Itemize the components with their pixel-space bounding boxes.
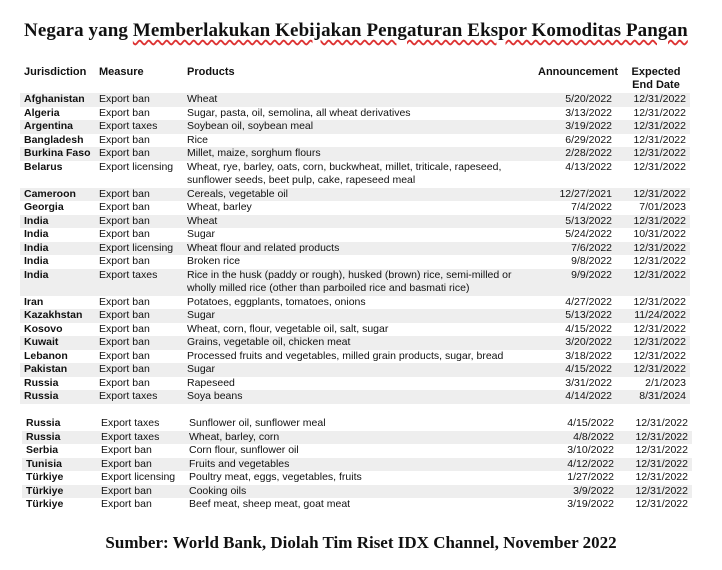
cell-announcement: 4/8/2022	[573, 430, 614, 443]
cell-announcement: 4/15/2022	[565, 363, 612, 375]
cell-announcement: 5/24/2022	[565, 228, 612, 240]
cell-products: Wheat, corn, flour, vegetable oil, salt, sugar	[187, 322, 389, 335]
cell-jurisdiction: Russia	[26, 430, 61, 443]
cell-measure: Export ban	[99, 309, 150, 321]
table-row	[20, 120, 690, 134]
cell-end-date: 11/24/2022	[634, 309, 686, 321]
table-row	[20, 377, 690, 391]
table-row	[20, 161, 690, 188]
table-row	[20, 390, 690, 404]
cell-jurisdiction: Türkiye	[26, 484, 64, 497]
cell-end-date: 12/31/2022	[633, 147, 686, 159]
cell-announcement: 3/10/2022	[567, 444, 614, 456]
cell-products: Sugar	[187, 228, 216, 240]
table-row	[20, 269, 690, 296]
cell-measure: Export ban	[99, 133, 150, 146]
table-row	[20, 363, 690, 377]
cell-jurisdiction: Kosovo	[24, 322, 63, 335]
header-products: Products	[187, 66, 235, 78]
table-row	[20, 188, 690, 202]
cell-end-date: 12/31/2022	[633, 93, 686, 105]
cell-jurisdiction: India	[24, 241, 49, 254]
table-row	[20, 242, 690, 256]
cell-jurisdiction: Kuwait	[24, 336, 59, 348]
cell-announcement: 7/4/2022	[571, 201, 612, 213]
cell-announcement: 4/15/2022	[567, 417, 614, 429]
cell-measure: Export ban	[99, 187, 150, 200]
cell-measure: Export taxes	[99, 390, 158, 402]
cell-products: Corn flour, sunflower oil	[189, 444, 299, 456]
cell-products: Millet, maize, sorghum flours	[187, 147, 321, 159]
table-row	[22, 431, 692, 445]
table-row	[22, 417, 692, 431]
cell-jurisdiction: Cameroon	[24, 187, 76, 200]
cell-measure: Export ban	[101, 484, 152, 497]
cell-announcement: 3/9/2022	[573, 484, 614, 497]
cell-products: Poultry meat, eggs, vegetables, fruits	[189, 471, 362, 483]
cell-measure: Export ban	[99, 214, 150, 227]
table-row	[22, 471, 692, 485]
cell-products: Wheat	[187, 93, 218, 105]
cell-measure: Export ban	[101, 444, 152, 456]
cell-announcement: 4/15/2022	[565, 322, 612, 335]
table-row	[22, 458, 692, 472]
cell-jurisdiction: Afghanistan	[24, 93, 85, 105]
cell-products: Rapeseed	[187, 376, 235, 389]
cell-products: Rice	[187, 133, 209, 146]
cell-measure: Export ban	[99, 228, 150, 240]
cell-jurisdiction: Türkiye	[26, 471, 64, 483]
cell-jurisdiction: Georgia	[24, 201, 64, 213]
cell-announcement: 5/20/2022	[565, 93, 612, 105]
table-row	[20, 201, 690, 215]
table-row	[20, 323, 690, 337]
source-note: Sumber: World Bank, Diolah Tim Riset IDX Channel, November 2022	[105, 533, 617, 552]
cell-measure: Export ban	[99, 322, 150, 335]
cell-end-date: 12/31/2022	[633, 255, 686, 267]
cell-measure: Export taxes	[99, 120, 158, 132]
cell-end-date: 12/31/2022	[635, 444, 688, 456]
cell-end-date: 12/31/2022	[633, 349, 686, 362]
cell-end-date: 12/31/2022	[633, 187, 686, 200]
table-row	[20, 93, 690, 107]
cell-announcement: 2/28/2022	[565, 147, 612, 159]
cell-products: Sugar	[187, 309, 216, 321]
cell-measure: Export ban	[99, 363, 150, 375]
cell-measure: Export ban	[99, 376, 150, 389]
cell-jurisdiction: Pakistan	[24, 363, 68, 375]
cell-jurisdiction: Bangladesh	[24, 133, 84, 146]
table-row	[20, 228, 690, 242]
table-row	[20, 147, 690, 161]
cell-measure: Export taxes	[99, 268, 158, 281]
cell-end-date: 12/31/2022	[633, 160, 686, 173]
cell-products: Wheat, barley, corn	[189, 430, 280, 443]
cell-products: Sunflower oil, sunflower meal	[189, 417, 326, 429]
cell-products: Sugar	[187, 363, 216, 375]
cell-measure: Export ban	[99, 201, 150, 213]
cell-measure: Export ban	[99, 349, 150, 362]
cell-measure: Export taxes	[101, 417, 160, 429]
cell-products: Beef meat, sheep meat, goat meat	[189, 498, 351, 510]
cell-jurisdiction: Lebanon	[24, 349, 68, 362]
cell-products: Fruits and vegetables	[189, 457, 290, 470]
page-title	[24, 20, 704, 42]
cell-jurisdiction: Russia	[24, 376, 59, 389]
cell-products: Grains, vegetable oil, chicken meat	[187, 336, 351, 348]
cell-announcement: 3/31/2022	[565, 376, 612, 389]
cell-products: Wheat, barley	[187, 201, 252, 213]
cell-announcement: 3/19/2022	[565, 120, 612, 132]
cell-end-date: 12/31/2022	[635, 484, 688, 497]
cell-end-date: 12/31/2022	[635, 430, 688, 443]
cell-end-date: 12/31/2022	[635, 471, 688, 483]
table-row	[22, 498, 692, 512]
cell-announcement: 6/29/2022	[565, 133, 612, 146]
cell-jurisdiction: Russia	[26, 417, 61, 429]
cell-announcement: 4/27/2022	[565, 295, 612, 308]
cell-announcement: 4/14/2022	[565, 390, 612, 402]
cell-jurisdiction: India	[24, 214, 49, 227]
cell-end-date: 12/31/2022	[635, 417, 688, 429]
cell-announcement: 7/6/2022	[571, 241, 612, 254]
cell-end-date: 12/31/2022	[633, 363, 686, 375]
cell-measure: Export ban	[99, 255, 150, 267]
cell-end-date: 12/31/2022	[633, 322, 686, 335]
cell-products: Wheat	[187, 214, 218, 227]
cell-jurisdiction: Türkiye	[26, 498, 64, 510]
cell-end-date: 12/31/2022	[633, 214, 686, 227]
cell-announcement: 3/18/2022	[565, 349, 612, 362]
cell-measure: Export licensing	[99, 160, 174, 173]
cell-measure: Export ban	[101, 457, 152, 470]
cell-jurisdiction: Russia	[24, 390, 59, 402]
cell-announcement: 3/19/2022	[567, 498, 614, 510]
cell-jurisdiction: India	[24, 268, 49, 281]
cell-end-date: 12/31/2022	[633, 336, 686, 348]
cell-end-date: 10/31/2022	[633, 228, 686, 240]
cell-jurisdiction: Burkina Faso	[24, 147, 91, 159]
cell-jurisdiction: Tunisia	[26, 457, 62, 470]
cell-measure: Export licensing	[101, 471, 176, 483]
table-row	[20, 296, 690, 310]
header-end-date: End Date	[632, 79, 680, 91]
cell-jurisdiction: Belarus	[24, 160, 63, 173]
cell-products: Wheat flour and related products	[187, 241, 340, 254]
cell-end-date: 12/31/2022	[633, 120, 686, 132]
table-row	[20, 215, 690, 229]
cell-products: Wheat, rye, barley, oats, corn, buckwheat, millet, triticale, rapeseed, sunflower seeds, beet pulp, cake, rapeseed meal	[187, 160, 502, 186]
cell-end-date: 12/31/2022	[633, 241, 686, 254]
cell-announcement: 1/27/2022	[567, 471, 614, 483]
cell-measure: Export ban	[99, 147, 150, 159]
cell-announcement: 9/9/2022	[571, 268, 612, 281]
cell-end-date: 7/01/2023	[639, 201, 686, 213]
title-underlined: Memberlakukan Kebijakan Pengaturan Ekspor Komoditas Pangan	[132, 20, 688, 41]
cell-end-date: 12/31/2022	[635, 498, 688, 510]
cell-products: Broken rice	[187, 255, 241, 267]
cell-products: Processed fruits and vegetables, milled grain products, sugar, bread	[187, 349, 504, 362]
cell-measure: Export ban	[99, 336, 150, 348]
cell-products: Sugar, pasta, oil, semolina, all wheat derivatives	[187, 106, 411, 119]
cell-products: Soybean oil, soybean meal	[187, 120, 314, 132]
cell-announcement: 9/8/2022	[571, 255, 612, 267]
cell-announcement: 5/13/2022	[565, 214, 612, 227]
cell-announcement: 4/13/2022	[565, 160, 612, 173]
cell-measure: Export ban	[99, 106, 150, 119]
table-row	[20, 336, 690, 350]
header-jurisdiction: Jurisdiction	[24, 66, 87, 78]
cell-jurisdiction: India	[24, 255, 49, 267]
header-expected: Expected	[631, 66, 681, 78]
cell-measure: Export taxes	[101, 430, 160, 443]
cell-jurisdiction: Algeria	[24, 106, 60, 119]
header-announcement: Announcement	[538, 66, 619, 78]
table-row	[20, 350, 690, 364]
cell-announcement: 4/12/2022	[567, 457, 614, 470]
table-row	[22, 485, 692, 499]
cell-products: Rice in the husk (paddy or rough), husked (brown) rice, semi-milled or wholly milled rice (other than parboiled rice and basmati rice)	[187, 268, 512, 294]
table-row	[20, 255, 690, 269]
cell-jurisdiction: Kazakhstan	[24, 309, 83, 321]
cell-announcement: 5/13/2022	[565, 309, 612, 321]
header-measure: Measure	[99, 66, 144, 78]
cell-products: Cooking oils	[189, 484, 247, 497]
cell-measure: Export ban	[99, 93, 150, 105]
cell-products: Potatoes, eggplants, tomatoes, onions	[187, 295, 366, 308]
table-row	[20, 134, 690, 148]
cell-measure: Export ban	[99, 295, 150, 308]
cell-measure: Export licensing	[99, 241, 174, 254]
cell-end-date: 12/31/2022	[633, 268, 686, 281]
cell-end-date: 12/31/2022	[633, 295, 686, 308]
title-plain: Negara yang	[24, 20, 133, 41]
table-row	[20, 309, 690, 323]
cell-jurisdiction: Iran	[24, 295, 44, 308]
cell-end-date: 2/1/2023	[645, 376, 686, 389]
cell-end-date: 8/31/2024	[639, 390, 686, 402]
header-expected-end-date	[624, 66, 688, 92]
cell-announcement: 12/27/2021	[559, 187, 612, 200]
cell-products: Soya beans	[187, 390, 243, 402]
cell-jurisdiction: India	[24, 228, 49, 240]
table-row	[22, 444, 692, 458]
cell-products: Cereals, vegetable oil	[187, 187, 288, 200]
cell-end-date: 12/31/2022	[633, 106, 686, 119]
cell-jurisdiction: Argentina	[24, 120, 74, 132]
cell-announcement: 3/20/2022	[565, 336, 612, 348]
cell-jurisdiction: Serbia	[26, 444, 59, 456]
cell-end-date: 12/31/2022	[635, 457, 688, 470]
cell-announcement: 3/13/2022	[565, 106, 612, 119]
table-row	[20, 107, 690, 121]
cell-end-date: 12/31/2022	[633, 133, 686, 146]
cell-measure: Export ban	[101, 498, 152, 510]
